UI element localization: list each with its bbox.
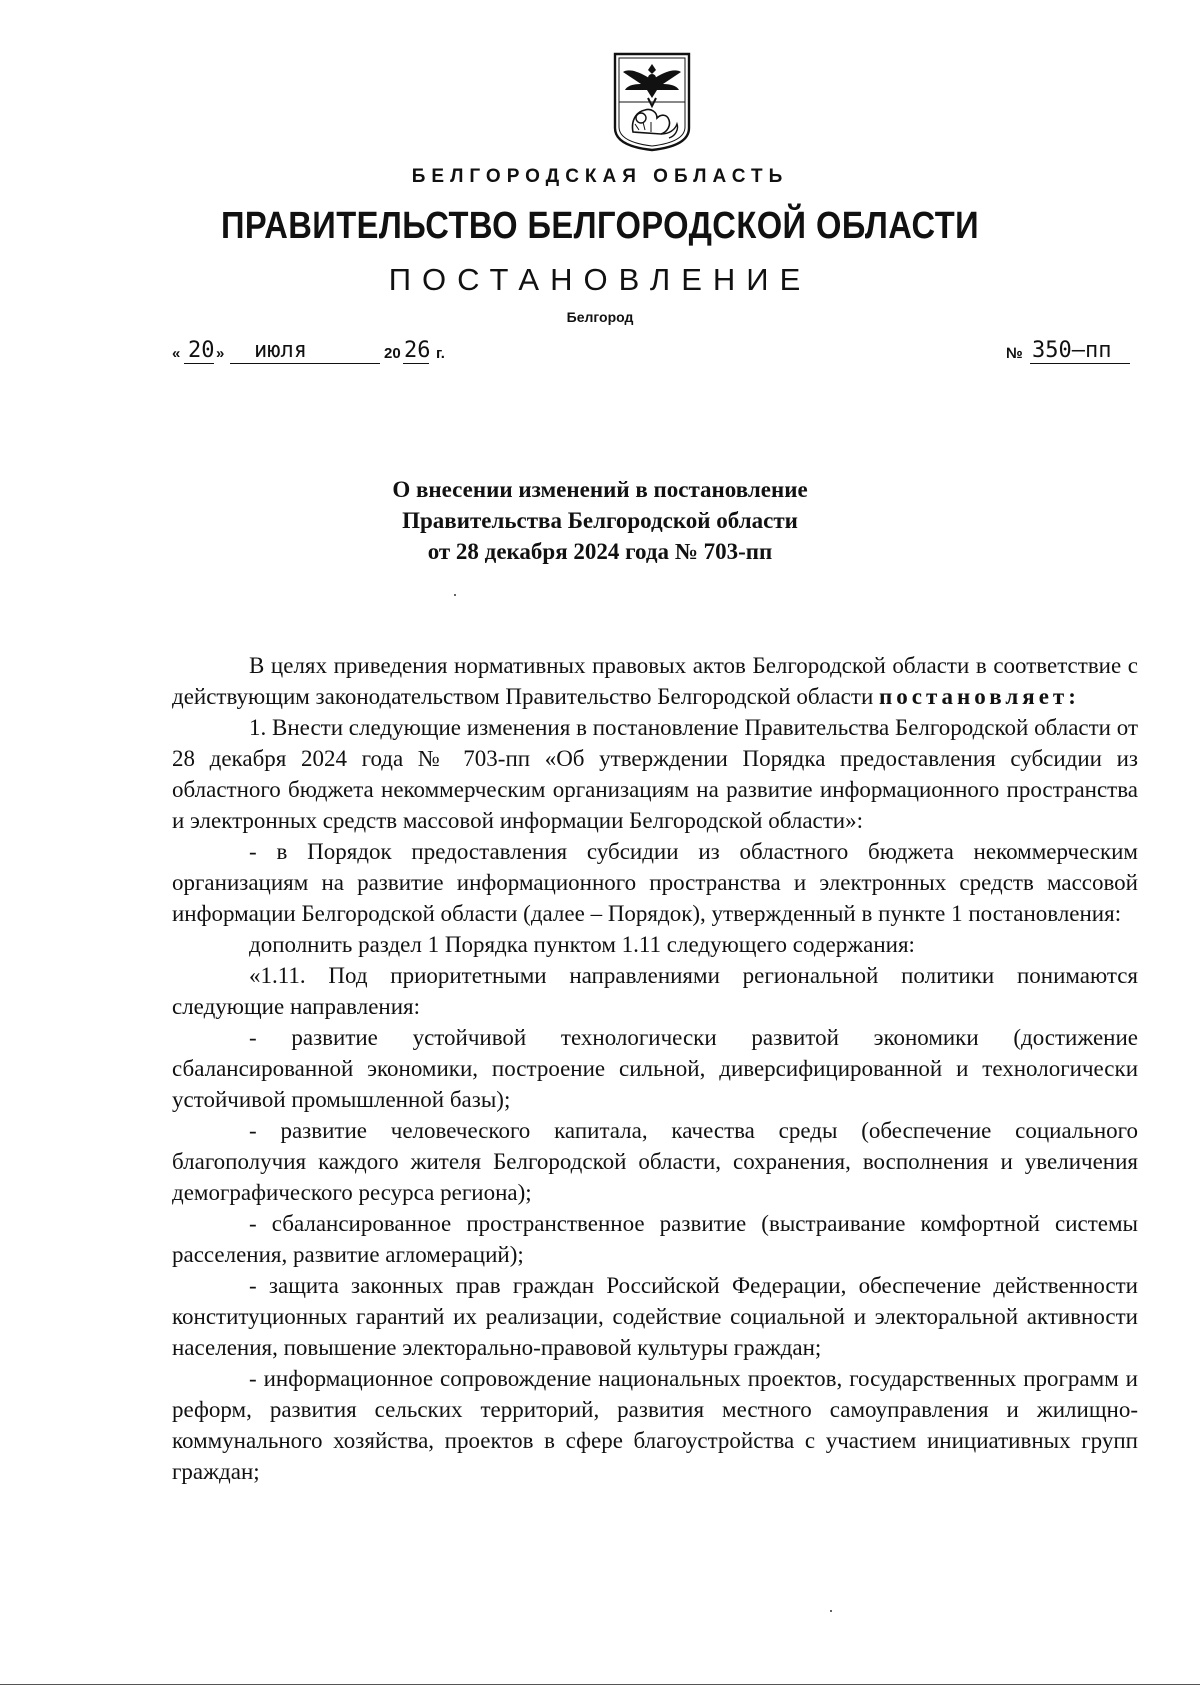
body-paragraph: 1. Внести следующие изменения в постановление Правительства Белгородской области от 28 декабря 2024 года № 703-пп «Об утверждении Порядка предоставления субсидии из областного бюджета некоммерческим организациям на развитие информационного пространства и электронных средств массовой информации Белгородской области»: [172,715,1138,833]
document-title [0,474,1200,567]
document-body [172,650,1138,1487]
body-paragraph: - развитие человеческого капитала, качества среды (обеспечение социального благополучия каждого жителя Белгородской области, сохранения, восполнения и увеличения демографического ресурса региона); [172,1118,1138,1205]
date-day: 20 [188,338,215,363]
document-type: ПОСТАНОВЛЕНИЕ [388,262,812,297]
number-underline [1030,363,1130,364]
government-name: ПРАВИТЕЛЬСТВО БЕЛГОРОДСКОЙ ОБЛАСТИ [220,205,980,247]
city-name: Белгород [566,309,634,325]
number-sign: № [1006,345,1023,362]
date-number-line [172,336,1132,366]
date-close-quote: » [216,345,225,362]
title-line: от 28 декабря 2024 года № 703-пп [427,539,773,564]
region-name: БЕЛГОРОДСКАЯ ОБЛАСТЬ [411,166,789,187]
date-year-abbr: г. [436,345,445,362]
title-line: Правительства Белгородской области [402,508,798,533]
date-year-suffix: 26 [404,338,431,363]
page-edge-line [0,1684,1200,1685]
title-line: О внесении изменений в постановление [392,477,808,502]
document-number: 350–пп [1032,338,1112,363]
preamble-paragraph [172,650,1138,712]
date-month: июля [254,338,307,363]
body-paragraph: дополнить раздел 1 Порядка пунктом 1.11 следующего содержания: [249,932,915,957]
body-paragraph: «1.11. Под приоритетными направлениями региональной политики понимаются следующие направления: [172,963,1138,1019]
body-paragraph: - защита законных прав граждан Российской Федерации, обеспечение действенности конституционных гарантий их реализации, содействие социальной и электоральной активности населения, повышение электорально-правовой культуры граждан; [172,1273,1138,1360]
year-underline [403,363,429,364]
body-paragraph: - информационное сопровождение национальных проектов, государственных программ и реформ, развития сельских территорий, развития местного самоуправления и жилищно-коммунального хозяйства, проектов в сфере благоустройства с участием инициативных групп граждан; [172,1366,1138,1484]
scan-speck [830,1610,832,1612]
scan-speck [454,594,456,596]
preamble-text: В целях приведения нормативных правовых актов Белгородской области в соответствие с действующим законодательством Правительство Белгородской области [172,653,1138,709]
date-open-quote: « [172,345,181,362]
body-paragraph: - в Порядок предоставления субсидии из областного бюджета некоммерческим организациям на развитие информационного пространства и электронных средств массовой информации Белгородской области (далее – Порядок), утвержденный в пункте 1 постановления: [172,839,1138,926]
decree-word: постановляет: [879,684,1080,709]
date-year-prefix: 20 [384,345,401,362]
month-underline [230,363,380,364]
body-paragraph: - развитие устойчивой технологически развитой экономики (достижение сбалансированной экономики, построение сильной, диверсифицированной и технологически устойчивой промышленной базы); [172,1025,1138,1112]
body-paragraph: - сбалансированное пространственное развитие (выстраивание комфортной системы расселения, развитие агломераций); [172,1211,1138,1267]
day-underline [184,363,214,364]
coat-of-arms-icon [611,50,693,153]
